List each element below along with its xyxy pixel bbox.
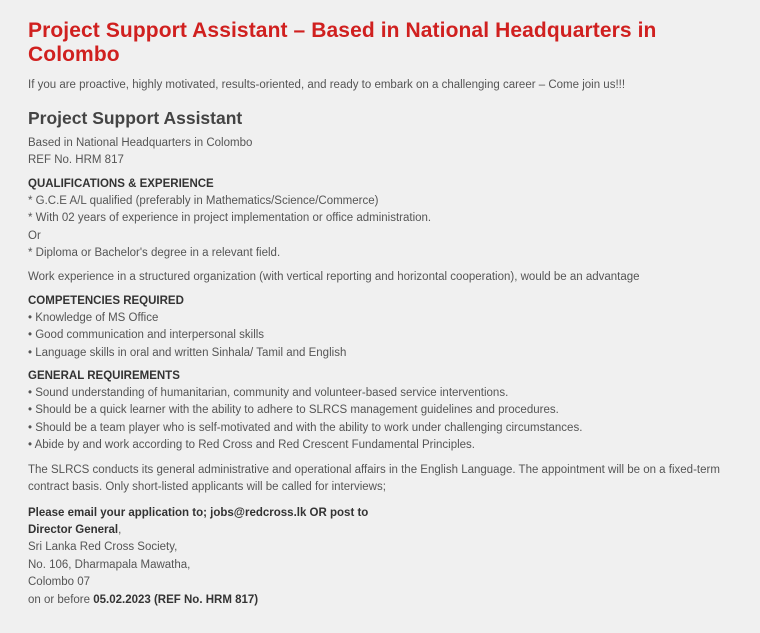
- deadline: 05.02.2023 (REF No. HRM 817): [93, 593, 259, 606]
- address-line: Sri Lanka Red Cross Society,: [28, 541, 178, 554]
- list-item: • Language skills in oral and written Sinhala/ Tamil and English: [28, 346, 347, 359]
- intro-text: If you are proactive, highly motivated, results-oriented, and ready to embark on a challenging career – Come join us!!!: [28, 79, 626, 91]
- slrcs-note: The SLRCS conducts its general administrative and operational affairs in the English Language. The appointment will be on a fixed-term contract basis. Only short-listed applicants will be called for interviews;: [28, 463, 720, 494]
- recipient-suffix: ,: [118, 523, 122, 536]
- job-ref: REF No. HRM 817: [28, 154, 124, 167]
- page-title: Project Support Assistant – Based in National Headquarters in Colombo: [28, 19, 657, 66]
- list-item: * Diploma or Bachelor's degree in a relevant field.: [28, 247, 281, 260]
- address-line: Colombo 07: [28, 576, 91, 589]
- list-item: Or: [28, 229, 41, 242]
- job-posting: [28, 19, 748, 609]
- address-line: No. 106, Dharmapala Mawatha,: [28, 558, 191, 571]
- list-item: * G.C.E A/L qualified (preferably in Mathematics/Science/Commerce): [28, 194, 379, 207]
- list-item: • Should be a quick learner with the ability to adhere to SLRCS management guidelines and procedures.: [28, 404, 559, 417]
- general-requirements-heading: GENERAL REQUIREMENTS: [28, 370, 180, 383]
- list-item: • Abide by and work according to Red Cross and Red Crescent Fundamental Principles.: [28, 439, 476, 452]
- job-meta: [28, 135, 748, 170]
- job-title: Project Support Assistant: [28, 108, 243, 128]
- deadline-line: [28, 592, 748, 609]
- deadline-prefix: on or before: [28, 593, 94, 606]
- recipient: Director General: [28, 523, 119, 536]
- email-instructions: Please email your application to; jobs@redcross.lk OR post to: [28, 506, 369, 519]
- competencies-heading: COMPETENCIES REQUIRED: [28, 294, 184, 307]
- competencies-list: [28, 310, 748, 362]
- list-item: • Sound understanding of humanitarian, community and volunteer-based service interventions.: [28, 387, 509, 400]
- qualifications-list: [28, 193, 748, 263]
- list-item: • Should be a team player who is self-motivated and with the ability to work under challenging circumstances.: [28, 421, 583, 434]
- list-item: • Good communication and interpersonal skills: [28, 329, 265, 342]
- recipient-line: [28, 522, 748, 539]
- general-requirements-list: [28, 385, 748, 455]
- qualifications-heading: QUALIFICATIONS & EXPERIENCE: [28, 177, 214, 190]
- contact-block: [28, 505, 748, 609]
- job-location: Based in National Headquarters in Colombo: [28, 137, 253, 149]
- list-item: * With 02 years of experience in project implementation or office administration.: [28, 212, 432, 225]
- experience-note: Work experience in a structured organization (with vertical reporting and horizontal cooperation), would be an advantage: [28, 271, 640, 284]
- list-item: • Knowledge of MS Office: [28, 311, 159, 324]
